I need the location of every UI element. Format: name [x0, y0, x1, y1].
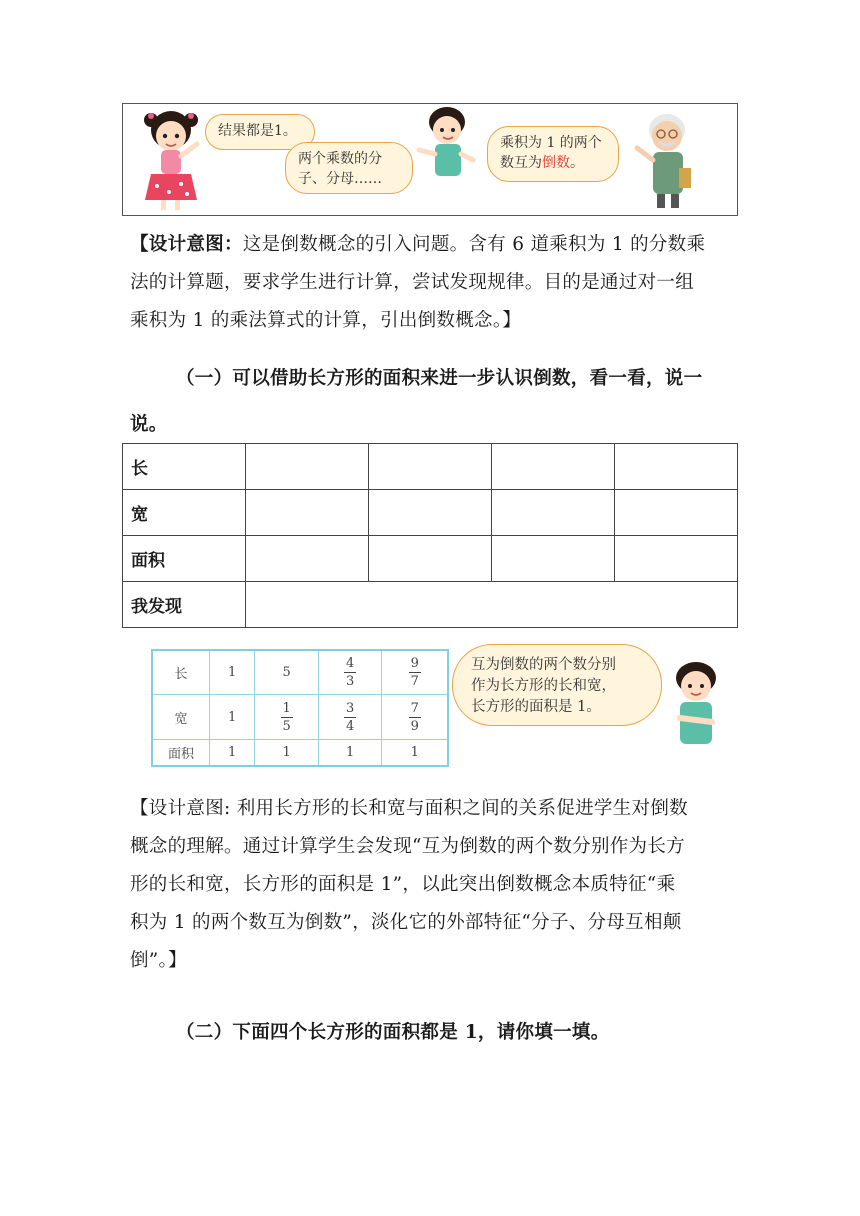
fraction-bar	[409, 672, 421, 673]
fraction-numerator: 4	[346, 656, 355, 672]
table-cell[interactable]	[369, 444, 492, 490]
teacher-bubble-highlight: 倒数	[542, 155, 570, 171]
teacher-speech-bubble	[487, 126, 619, 182]
textbook-table-cell: 1	[318, 739, 382, 766]
textbook-table-cell: 1	[210, 739, 255, 766]
textbook-table-cell	[382, 695, 448, 739]
table-cell[interactable]	[615, 536, 738, 582]
table-cell[interactable]	[615, 490, 738, 536]
textbook-table-row	[152, 739, 448, 766]
textbook-row-label: 面积	[152, 739, 210, 766]
row-label-area: 面积	[123, 536, 246, 582]
fraction-denominator: 5	[282, 718, 291, 734]
table-cell[interactable]	[492, 444, 615, 490]
design-note-1-line-2: 法的计算题，要求学生进行计算，尝试发现规律。目的是通过对一组	[130, 272, 695, 293]
fraction-numerator: 3	[346, 700, 355, 716]
design-note-2-line-5: 倒”。】	[130, 950, 187, 971]
textbook-table-cell: 5	[255, 650, 319, 695]
fraction-denominator: 4	[346, 718, 355, 734]
teacher-illustration	[627, 108, 707, 214]
fraction-denominator: 7	[410, 674, 419, 690]
section-2-heading: （二）下面四个长方形的面积都是 1，请你填一填。	[176, 1022, 610, 1043]
table-row	[123, 444, 738, 490]
fraction-denominator: 3	[346, 674, 355, 690]
fraction-bar	[281, 717, 293, 718]
row-label-length: 长	[123, 444, 246, 490]
section-1-heading	[130, 360, 750, 444]
boy-speech-bubble	[285, 142, 413, 194]
table-row	[123, 582, 738, 628]
design-note-2-line-3: 形的长和宽，长方形的面积是 1”，以此突出倒数概念本质特征“乘	[130, 874, 676, 895]
textbook-table-cell: 1	[382, 739, 448, 766]
row-label-findings: 我发现	[123, 582, 246, 628]
textbook-table-cell	[318, 695, 382, 739]
teacher-bubble-prefix: 数互为	[500, 155, 542, 171]
teacher-bubble-line-2	[500, 153, 606, 173]
girl-illustration	[135, 106, 213, 214]
table-cell[interactable]	[492, 536, 615, 582]
table-cell[interactable]	[615, 444, 738, 490]
boy-speech-bubble-2	[452, 644, 662, 726]
boy-illustration	[413, 104, 479, 184]
design-note-1-line-1	[130, 226, 750, 264]
textbook-table-cell	[382, 650, 448, 695]
fraction-bar	[344, 672, 356, 673]
table-cell[interactable]	[369, 490, 492, 536]
teacher-bubble-suffix: 。	[570, 155, 584, 171]
boy-bubble-2-line-1: 互为倒数的两个数分别	[471, 657, 616, 673]
fraction-bar	[409, 717, 421, 718]
findings-cell[interactable]	[246, 582, 738, 628]
design-note-2	[130, 790, 750, 980]
textbook-table-cell: 1	[210, 695, 255, 739]
boy-bubble-line-2: 子、分母……	[298, 171, 382, 187]
row-label-width: 宽	[123, 490, 246, 536]
fraction-denominator: 9	[410, 718, 419, 734]
design-note-1-line-3: 乘积为 1 的乘法算式的计算，引出倒数概念。】	[130, 310, 522, 331]
section-1-line-2: 说。	[130, 414, 168, 435]
design-note-2-line-4: 积为 1 的两个数互为倒数”，淡化它的外部特征“分子、分母互相颠	[130, 912, 682, 933]
design-note-2-line-2: 概念的理解。通过计算学生会发现“互为倒数的两个数分别作为长方	[130, 836, 685, 857]
textbook-table-cell: 1	[255, 739, 319, 766]
table-row	[123, 536, 738, 582]
fraction	[281, 701, 293, 734]
fraction	[344, 701, 356, 734]
table-cell[interactable]	[492, 490, 615, 536]
fraction-numerator: 1	[282, 700, 291, 716]
design-note-1-line-1-text: 这是倒数概念的引入问题。含有 6 道乘积为 1 的分数乘	[242, 234, 706, 255]
textbook-table-row	[152, 695, 448, 739]
boy-illustration-2	[664, 656, 728, 752]
design-note-1	[130, 226, 750, 340]
textbook-row-label: 宽	[152, 695, 210, 739]
table-cell[interactable]	[246, 536, 369, 582]
design-note-1-label: 【设计意图：	[130, 234, 243, 255]
table-cell[interactable]	[246, 444, 369, 490]
design-note-2-line-1: 【设计意图: 利用长方形的长和宽与面积之间的关系促进学生对倒数	[130, 798, 688, 819]
textbook-table-cell	[255, 695, 319, 739]
table-row	[123, 490, 738, 536]
fraction	[409, 701, 421, 734]
fraction-numerator: 9	[410, 656, 419, 672]
fraction-bar	[344, 717, 356, 718]
dialogue-illustration	[122, 103, 738, 216]
boy-bubble-line-1: 两个乘数的分	[298, 151, 382, 167]
table-cell[interactable]	[369, 536, 492, 582]
section-1-line-1: （一）可以借助长方形的面积来进一步认识倒数，看一看，说一	[176, 368, 703, 389]
fraction	[409, 656, 421, 689]
fraction-numerator: 7	[410, 700, 419, 716]
teacher-bubble-line-1: 乘积为 1 的两个	[500, 135, 602, 151]
table-cell[interactable]	[246, 490, 369, 536]
boy-bubble-2-line-2: 作为长方形的长和宽，	[471, 678, 616, 694]
textbook-table	[151, 649, 449, 767]
textbook-table-cell: 1	[210, 650, 255, 695]
boy-bubble-2-line-3: 长方形的面积是 1。	[471, 699, 601, 715]
textbook-table-row	[152, 650, 448, 695]
textbook-row-label: 长	[152, 650, 210, 695]
rectangle-table	[122, 443, 738, 628]
fraction	[344, 656, 356, 689]
girl-bubble-text: 结果都是1。	[218, 123, 297, 139]
textbook-table-cell	[318, 650, 382, 695]
